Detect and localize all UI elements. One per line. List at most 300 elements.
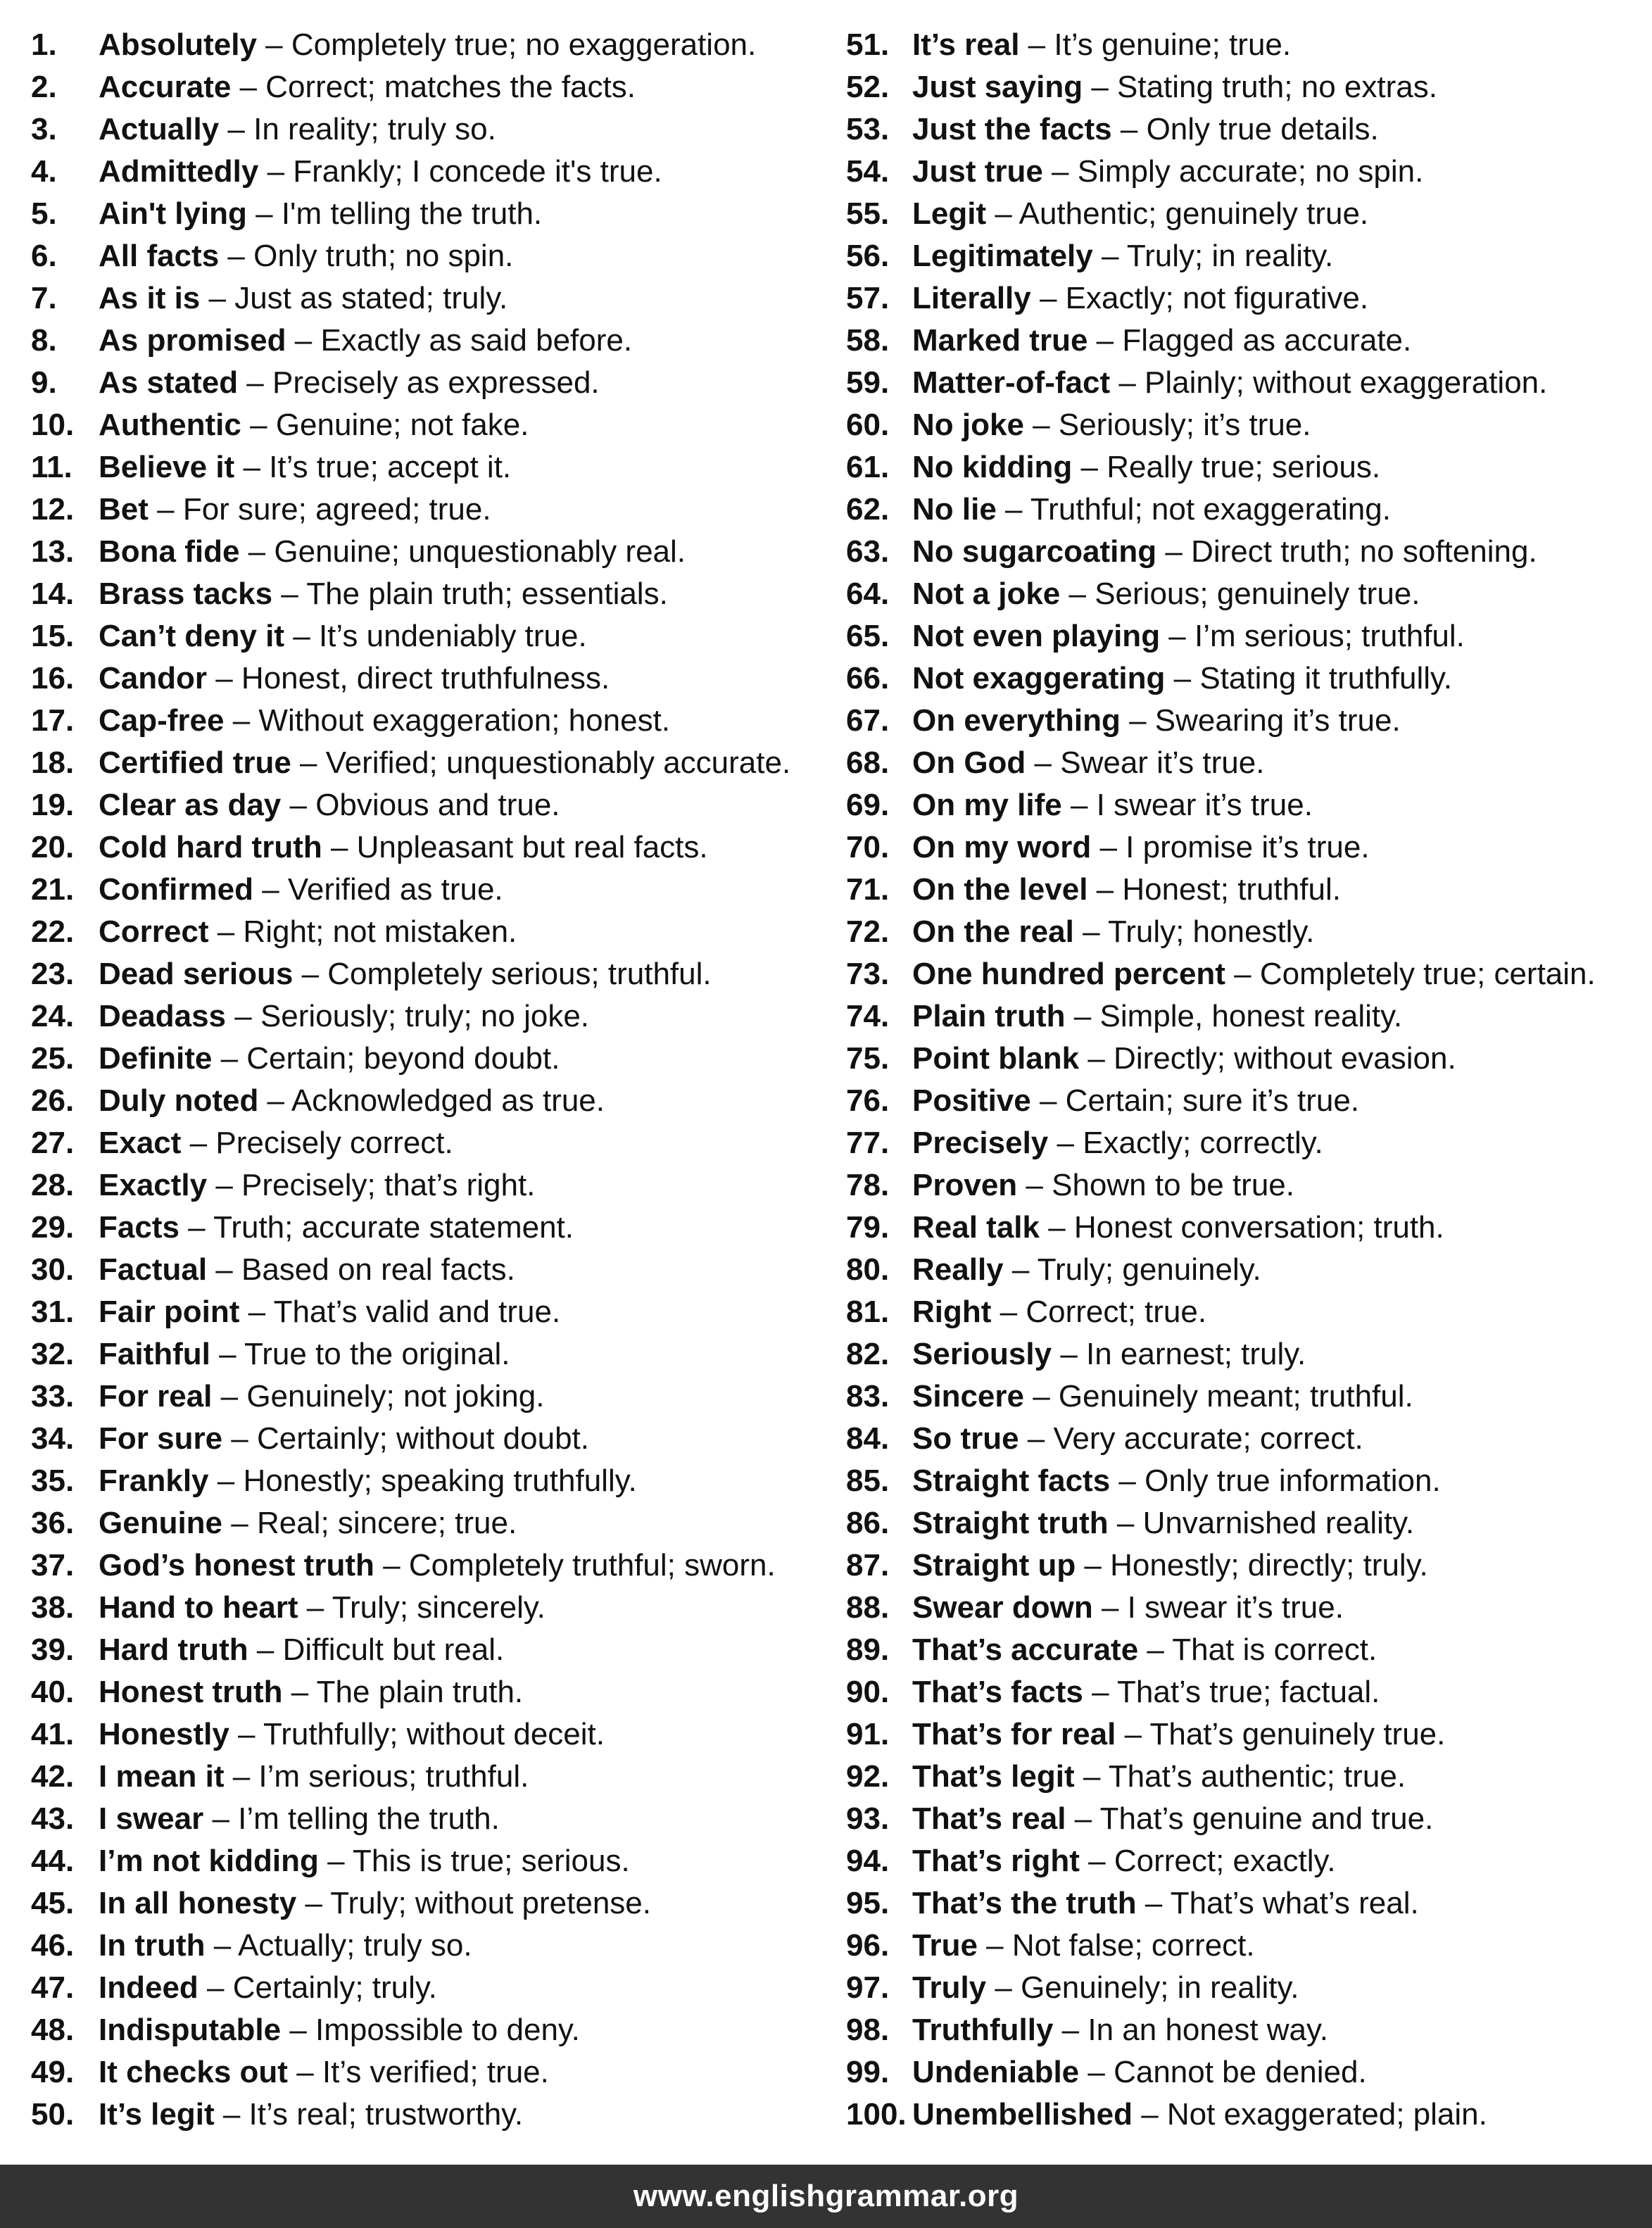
- list-item: [846, 489, 1641, 531]
- entry-separator: –: [1120, 703, 1155, 738]
- list-item: [31, 1122, 819, 1164]
- entry-definition: Honest, direct truthfulness.: [241, 661, 610, 696]
- entry-definition: I swear it’s true.: [1096, 788, 1313, 822]
- entry-term: Ain't lying: [99, 196, 247, 231]
- entry-number: 100.: [846, 2097, 907, 2132]
- word-list-column-left: [31, 24, 819, 2136]
- entry-number: 24.: [31, 999, 75, 1033]
- list-item: [846, 911, 1641, 953]
- entry-definition: I’m serious; truthful.: [1194, 619, 1465, 653]
- list-item: [846, 2051, 1641, 2094]
- list-item: [31, 1629, 819, 1671]
- site-footer: [0, 2165, 1652, 2228]
- entry-separator: –: [241, 408, 276, 442]
- entry-definition: Impossible to deny.: [315, 2013, 580, 2047]
- entry-separator: –: [986, 1970, 1021, 2005]
- entry-term: Accurate: [99, 70, 232, 104]
- entry-number: 3.: [31, 112, 57, 146]
- entry-number: 28.: [31, 1168, 75, 1202]
- entry-term: Straight facts: [912, 1464, 1111, 1498]
- entry-term: Legitimately: [912, 239, 1093, 273]
- entry-definition: The plain truth; essentials.: [306, 577, 668, 611]
- entry-separator: –: [322, 830, 357, 864]
- entry-term: Exact: [99, 1126, 182, 1160]
- entry-term: Brass tacks: [99, 577, 273, 611]
- entry-definition: It’s verified; true.: [322, 2055, 549, 2089]
- entry-definition: Very accurate; correct.: [1053, 1421, 1363, 1456]
- entry-definition: Based on real facts.: [241, 1252, 515, 1287]
- entry-term: That’s facts: [912, 1675, 1083, 1709]
- entry-separator: –: [1042, 154, 1078, 189]
- entry-term: On my life: [912, 788, 1062, 822]
- list-item: [846, 1376, 1641, 1418]
- list-item: [31, 1249, 819, 1291]
- entry-separator: –: [248, 1632, 283, 1667]
- entry-separator: –: [253, 872, 288, 907]
- entry-definition: I promise it’s true.: [1125, 830, 1370, 864]
- list-item: [846, 869, 1641, 911]
- list-item: [846, 995, 1641, 1038]
- entry-number: 75.: [846, 1041, 890, 1076]
- entry-definition: Shown to be true.: [1052, 1168, 1294, 1202]
- entry-definition: Acknowledged as true.: [291, 1083, 605, 1118]
- entry-separator: –: [1087, 323, 1123, 358]
- entry-definition: Simple, honest reality.: [1099, 999, 1403, 1033]
- list-item: [846, 1164, 1641, 1207]
- entry-definition: Only truth; no spin.: [253, 239, 514, 273]
- list-item: [846, 24, 1641, 66]
- entry-number: 37.: [31, 1548, 75, 1582]
- entry-number: 71.: [846, 872, 890, 907]
- list-item: [31, 151, 819, 193]
- entry-term: Absolutely: [99, 27, 257, 62]
- list-item: [31, 1333, 819, 1376]
- entry-definition: Just as stated; truly.: [234, 281, 508, 315]
- entry-separator: –: [1083, 1675, 1118, 1709]
- entry-separator: –: [224, 1759, 259, 1794]
- list-item: [31, 1967, 819, 2009]
- list-item: [846, 1840, 1641, 1882]
- entry-definition: Simply accurate; no spin.: [1077, 154, 1424, 189]
- entry-term: That’s for real: [912, 1717, 1116, 1751]
- entry-number: 18.: [31, 745, 75, 780]
- entry-definition: Not false; correct.: [1011, 1928, 1255, 1963]
- entry-number: 64.: [846, 577, 890, 611]
- entry-separator: –: [181, 1126, 216, 1160]
- entry-term: Hand to heart: [99, 1590, 298, 1625]
- entry-separator: –: [1116, 1717, 1150, 1751]
- entry-term: Positive: [912, 1083, 1031, 1118]
- entry-term: Sincere: [912, 1379, 1024, 1414]
- entry-separator: –: [219, 112, 254, 146]
- entry-number: 97.: [846, 1970, 890, 2005]
- list-item: [31, 1207, 819, 1249]
- entry-term: For real: [99, 1379, 213, 1414]
- entry-definition: Direct truth; no softening.: [1191, 534, 1537, 569]
- entry-definition: I'm telling the truth.: [281, 196, 543, 231]
- entry-number: 45.: [31, 1886, 75, 1920]
- list-item: [846, 1122, 1641, 1164]
- entry-definition: Seriously; truly; no joke.: [260, 999, 590, 1033]
- entry-number: 81.: [846, 1295, 890, 1329]
- list-item: [31, 826, 819, 869]
- list-item: [846, 1460, 1641, 1502]
- entry-term: Straight truth: [912, 1506, 1109, 1540]
- entry-term: Facts: [99, 1210, 179, 1245]
- entry-separator: –: [222, 1421, 257, 1456]
- entry-number: 68.: [846, 745, 890, 780]
- entry-number: 61.: [846, 450, 890, 484]
- list-item: [846, 1882, 1641, 1925]
- entry-definition: Obvious and true.: [315, 788, 560, 822]
- entry-separator: –: [1225, 957, 1260, 991]
- entry-definition: That’s what’s real.: [1170, 1886, 1419, 1920]
- entry-number: 51.: [846, 27, 890, 62]
- entry-definition: Completely truthful; sworn.: [408, 1548, 776, 1582]
- entry-separator: –: [284, 619, 319, 653]
- list-item: [846, 151, 1641, 193]
- list-item: [31, 1291, 819, 1333]
- entry-term: No kidding: [912, 450, 1073, 484]
- list-item: [846, 235, 1641, 277]
- entry-definition: That is correct.: [1172, 1632, 1377, 1667]
- entry-number: 91.: [846, 1717, 890, 1751]
- list-item: [846, 657, 1641, 700]
- list-item: [31, 108, 819, 151]
- entry-separator: –: [1026, 745, 1061, 780]
- entry-separator: –: [203, 1801, 239, 1836]
- entry-definition: I swear it’s true.: [1127, 1590, 1344, 1625]
- entry-separator: –: [239, 534, 275, 569]
- list-item: [846, 1756, 1641, 1798]
- list-item: [846, 362, 1641, 404]
- entry-definition: Genuine; unquestionably real.: [274, 534, 686, 569]
- entry-term: In truth: [99, 1928, 206, 1963]
- list-item: [31, 911, 819, 953]
- entry-term: On God: [912, 745, 1026, 780]
- entry-number: 40.: [31, 1675, 75, 1709]
- entry-separator: –: [1074, 1759, 1109, 1794]
- entry-definition: Honest; truthful.: [1122, 872, 1341, 907]
- list-item: [846, 615, 1641, 657]
- list-item: [31, 1756, 819, 1798]
- list-item: [31, 953, 819, 995]
- entry-definition: Swear it’s true.: [1060, 745, 1265, 780]
- entry-definition: Truly; honestly.: [1107, 914, 1315, 949]
- entry-number: 36.: [31, 1506, 75, 1540]
- entry-number: 26.: [31, 1083, 75, 1118]
- entry-definition: This is true; serious.: [352, 1844, 630, 1878]
- list-item: [846, 1713, 1641, 1756]
- list-item: [846, 953, 1641, 995]
- list-item: [846, 446, 1641, 489]
- list-item: [31, 404, 819, 446]
- entry-term: It’s real: [912, 27, 1020, 62]
- entry-definition: Exactly as said before.: [320, 323, 633, 358]
- entry-definition: The plain truth.: [316, 1675, 524, 1709]
- entry-number: 93.: [846, 1801, 890, 1836]
- entry-separator: –: [258, 1083, 291, 1118]
- entry-number: 70.: [846, 830, 890, 864]
- entry-definition: Genuinely meant; truthful.: [1058, 1379, 1413, 1414]
- entry-separator: –: [1039, 1210, 1074, 1245]
- entry-number: 34.: [31, 1421, 75, 1456]
- entry-term: Indisputable: [99, 2013, 282, 2047]
- list-item: [846, 1587, 1641, 1629]
- list-item: [31, 784, 819, 826]
- entry-separator: –: [238, 365, 272, 400]
- list-item: [846, 193, 1641, 235]
- entry-separator: –: [291, 745, 326, 780]
- entry-number: 39.: [31, 1632, 75, 1667]
- entry-definition: Precisely; that’s right.: [241, 1168, 536, 1202]
- entry-separator: –: [977, 1928, 1012, 1963]
- entry-term: Literally: [912, 281, 1031, 315]
- entry-term: Just true: [912, 154, 1043, 189]
- entry-separator: –: [986, 196, 1019, 231]
- entry-term: Honestly: [99, 1717, 229, 1751]
- entry-number: 2.: [31, 70, 57, 104]
- entry-term: Truthfully: [912, 2013, 1054, 2047]
- entry-separator: –: [1091, 830, 1126, 864]
- list-item: [846, 2009, 1641, 2051]
- entry-term: On the real: [912, 914, 1074, 949]
- entry-separator: –: [1061, 788, 1097, 822]
- entry-number: 60.: [846, 408, 890, 442]
- entry-term: God’s honest truth: [99, 1548, 374, 1582]
- entry-separator: –: [226, 999, 260, 1033]
- list-item: [31, 1376, 819, 1418]
- entry-number: 67.: [846, 703, 890, 738]
- entry-term: Straight up: [912, 1548, 1076, 1582]
- entry-definition: Precisely as expressed.: [272, 365, 600, 400]
- entry-separator: –: [1110, 365, 1145, 400]
- entry-definition: Stating truth; no extras.: [1117, 70, 1437, 104]
- entry-definition: That’s genuinely true.: [1149, 1717, 1446, 1751]
- entry-number: 27.: [31, 1126, 75, 1160]
- entry-separator: –: [1023, 408, 1059, 442]
- entry-definition: Only true details.: [1146, 112, 1379, 146]
- entry-number: 53.: [846, 112, 890, 146]
- entry-number: 31.: [31, 1295, 75, 1329]
- entry-definition: Swearing it’s true.: [1154, 703, 1401, 738]
- entry-number: 96.: [846, 1928, 890, 1963]
- entry-separator: –: [207, 1168, 242, 1202]
- entry-separator: –: [1079, 1041, 1114, 1076]
- entry-number: 80.: [846, 1252, 890, 1287]
- entry-separator: –: [1079, 1844, 1114, 1878]
- entry-definition: Difficult but real.: [282, 1632, 505, 1667]
- entry-number: 11.: [31, 450, 72, 484]
- entry-number: 87.: [846, 1548, 890, 1582]
- entry-number: 92.: [846, 1759, 890, 1794]
- entry-separator: –: [212, 1379, 247, 1414]
- entry-separator: –: [1108, 1506, 1143, 1540]
- list-item: [31, 446, 819, 489]
- entry-separator: –: [208, 1464, 244, 1498]
- entry-separator: –: [219, 239, 254, 273]
- entry-term: It checks out: [99, 2055, 288, 2089]
- entry-number: 42.: [31, 1759, 75, 1794]
- entry-separator: –: [179, 1210, 214, 1245]
- entry-number: 47.: [31, 1970, 75, 2005]
- entry-term: I swear: [99, 1801, 204, 1836]
- entry-separator: –: [222, 1506, 257, 1540]
- entry-term: Not exaggerating: [912, 661, 1166, 696]
- entry-definition: Truth; accurate statement.: [213, 1210, 574, 1245]
- entry-number: 74.: [846, 999, 890, 1033]
- entry-term: Just saying: [912, 70, 1083, 104]
- footer-url[interactable]: www.englishgrammar.org: [633, 2179, 1019, 2213]
- entry-separator: –: [1052, 1337, 1087, 1371]
- list-item: [846, 2094, 1641, 2136]
- list-item: [31, 277, 819, 320]
- entry-term: Matter-of-fact: [912, 365, 1111, 400]
- entry-definition: Truly; sincerely.: [332, 1590, 546, 1625]
- entry-term: Hard truth: [99, 1632, 248, 1667]
- entry-definition: That’s valid and true.: [273, 1295, 561, 1329]
- entry-definition: Authentic; genuinely true.: [1019, 196, 1369, 231]
- list-item: [846, 1544, 1641, 1587]
- entry-definition: In reality; truly so.: [253, 112, 496, 146]
- entry-separator: –: [991, 1295, 1026, 1329]
- entry-definition: Honestly; directly; truly.: [1110, 1548, 1428, 1582]
- entry-term: Frankly: [99, 1464, 209, 1498]
- list-item: [31, 531, 819, 573]
- entry-number: 72.: [846, 914, 890, 949]
- entry-number: 6.: [31, 239, 57, 273]
- list-item: [31, 700, 819, 742]
- entry-number: 85.: [846, 1464, 890, 1498]
- list-item: [31, 1164, 819, 1207]
- list-item: [846, 277, 1641, 320]
- entry-term: As stated: [99, 365, 239, 400]
- entry-definition: Truthful; not exaggerating.: [1030, 492, 1391, 527]
- entry-definition: Verified as true.: [287, 872, 503, 907]
- entry-number: 16.: [31, 661, 75, 696]
- entry-definition: Certainly; truly.: [232, 1970, 437, 2005]
- list-item: [846, 404, 1641, 446]
- entry-term: Not even playing: [912, 619, 1161, 653]
- entry-definition: Genuinely; not joking.: [246, 1379, 545, 1414]
- list-item: [846, 1798, 1641, 1840]
- entry-term: Real talk: [912, 1210, 1040, 1245]
- list-item: [846, 320, 1641, 362]
- entry-term: Marked true: [912, 323, 1088, 358]
- list-item: [846, 1249, 1641, 1291]
- entry-number: 15.: [31, 619, 75, 653]
- list-item: [31, 995, 819, 1038]
- entry-number: 1.: [31, 27, 57, 62]
- entry-term: On everything: [912, 703, 1121, 738]
- entry-separator: –: [293, 957, 328, 991]
- entry-term: Genuine: [99, 1506, 223, 1540]
- list-item: [31, 320, 819, 362]
- entry-number: 4.: [31, 154, 57, 189]
- entry-separator: –: [374, 1548, 409, 1582]
- list-item: [31, 2094, 819, 2136]
- list-item: [846, 700, 1641, 742]
- entry-term: No sugarcoating: [912, 534, 1157, 569]
- entry-separator: –: [1111, 112, 1147, 146]
- entry-term: Believe it: [99, 450, 235, 484]
- entry-number: 21.: [31, 872, 75, 907]
- entry-definition: Correct; exactly.: [1114, 1844, 1336, 1878]
- entry-separator: –: [1017, 1168, 1052, 1202]
- entry-number: 9.: [31, 365, 57, 400]
- list-item: [31, 1925, 819, 1967]
- entry-separator: –: [996, 492, 1030, 527]
- entry-term: Precisely: [912, 1126, 1049, 1160]
- entry-separator: –: [239, 1295, 274, 1329]
- entry-separator: –: [1030, 281, 1066, 315]
- entry-separator: –: [214, 2097, 249, 2132]
- list-item: [31, 66, 819, 108]
- entry-separator: –: [1073, 914, 1108, 949]
- entry-number: 48.: [31, 2013, 75, 2047]
- entry-term: Proven: [912, 1168, 1018, 1202]
- list-item: [846, 1502, 1641, 1544]
- entry-number: 55.: [846, 196, 890, 231]
- list-item: [31, 24, 819, 66]
- entry-separator: –: [1048, 1126, 1083, 1160]
- entry-term: Right: [912, 1295, 992, 1329]
- entry-definition: In an honest way.: [1087, 2013, 1328, 2047]
- entry-definition: Truthfully; without deceit.: [263, 1717, 605, 1751]
- entry-separator: –: [231, 70, 266, 104]
- entry-separator: –: [1019, 27, 1054, 62]
- entry-number: 30.: [31, 1252, 75, 1287]
- list-item: [846, 1333, 1641, 1376]
- entry-number: 83.: [846, 1379, 890, 1414]
- entry-term: Candor: [99, 661, 207, 696]
- entry-separator: –: [234, 450, 270, 484]
- entry-separator: –: [1060, 577, 1095, 611]
- entry-number: 56.: [846, 239, 890, 273]
- entry-term: Not a joke: [912, 577, 1061, 611]
- list-item: [846, 1038, 1641, 1080]
- list-item: [31, 1882, 819, 1925]
- entry-number: 59.: [846, 365, 890, 400]
- entry-term: Deadass: [99, 999, 227, 1033]
- entry-definition: Cannot be denied.: [1114, 2055, 1367, 2089]
- entry-separator: –: [224, 703, 259, 738]
- entry-definition: That’s genuine and true.: [1099, 1801, 1434, 1836]
- entry-number: 23.: [31, 957, 75, 991]
- entry-separator: –: [258, 154, 294, 189]
- entry-term: Indeed: [99, 1970, 198, 2005]
- entry-term: Bona fide: [99, 534, 240, 569]
- list-item: [31, 869, 819, 911]
- list-item: [31, 1840, 819, 1882]
- list-item: [31, 235, 819, 277]
- entry-separator: –: [1079, 2055, 1114, 2089]
- list-item: [31, 1460, 819, 1502]
- entry-number: 77.: [846, 1126, 890, 1160]
- entry-term: I mean it: [99, 1759, 225, 1794]
- entry-term: That’s real: [912, 1801, 1066, 1836]
- list-item: [846, 742, 1641, 784]
- entry-number: 46.: [31, 1928, 75, 1963]
- entry-number: 43.: [31, 1801, 75, 1836]
- entry-separator: –: [1160, 619, 1194, 653]
- entry-number: 62.: [846, 492, 890, 527]
- list-item: [31, 573, 819, 615]
- entry-number: 19.: [31, 788, 75, 822]
- entry-definition: Certain; sure it’s true.: [1065, 1083, 1360, 1118]
- list-item: [846, 1207, 1641, 1249]
- entry-definition: That’s true; factual.: [1117, 1675, 1380, 1709]
